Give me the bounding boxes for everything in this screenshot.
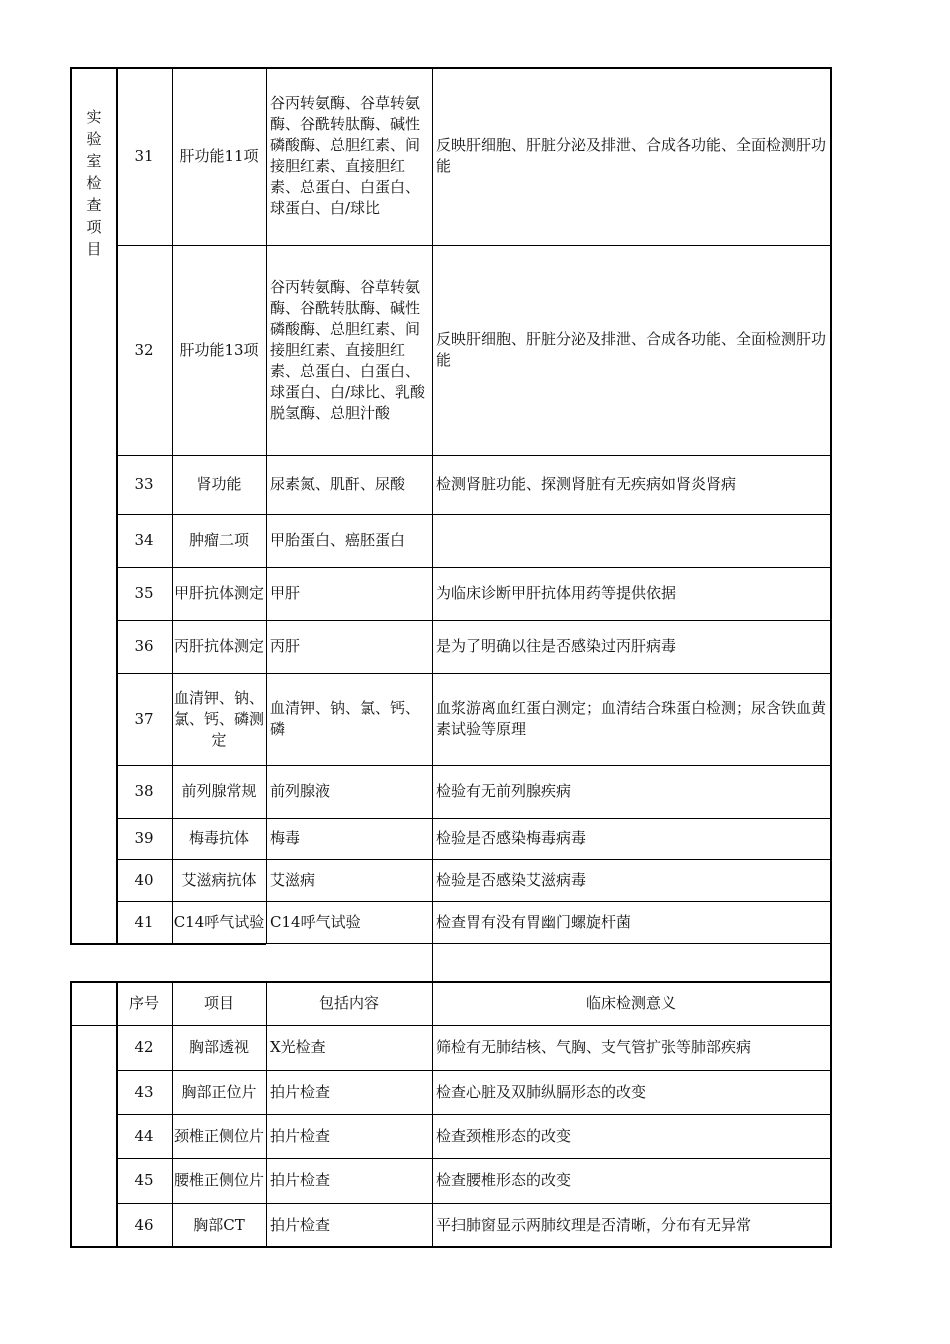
row-content: C14呼气试验 <box>270 912 361 931</box>
row-content: 前列腺液 <box>270 782 331 800</box>
category-char: 检 <box>86 174 102 192</box>
row-meaning: 血浆游离血红蛋白测定；血清结合珠蛋白检测；尿含铁血黄素试验等原理 <box>436 699 827 738</box>
row-meaning: 检查胃有没有胃幽门螺旋杆菌 <box>436 912 632 931</box>
row-number: 34 <box>134 531 154 549</box>
row-item: 颈椎正侧位片 <box>173 1126 264 1145</box>
header-meaning: 临床检测意义 <box>585 993 676 1012</box>
row-item: 前列腺常规 <box>181 782 257 800</box>
row-number: 32 <box>134 340 154 359</box>
row-content: 拍片检查 <box>270 1126 331 1145</box>
category-char: 实 <box>86 108 102 126</box>
row-number: 42 <box>134 1038 154 1056</box>
row-meaning <box>433 515 829 566</box>
row-meaning: 平扫肺窗显示两肺纹理是否清晰，分布有无异常 <box>436 1215 752 1234</box>
row-content: 血清钾、钠、氯、钙、磷 <box>270 699 421 738</box>
row-number: 45 <box>134 1171 154 1189</box>
row-number: 43 <box>134 1082 154 1101</box>
row-content: 艾滋病 <box>270 870 316 889</box>
row-content: 丙肝 <box>270 637 301 655</box>
gap-col-divider <box>432 943 433 981</box>
row-meaning: 筛检有无肺结核、气胸、支气管扩张等肺部疾病 <box>436 1038 752 1056</box>
row-content: 尿素氮、肌酐、尿酸 <box>270 475 406 493</box>
col-divider <box>830 67 832 945</box>
category-char: 室 <box>86 152 102 170</box>
row-item: 甲肝抗体测定 <box>173 584 264 602</box>
row-content: 梅毒 <box>270 829 301 847</box>
row-meaning: 为临床诊断甲肝抗体用药等提供依据 <box>436 584 677 602</box>
header-content: 包括内容 <box>318 993 379 1012</box>
category-char: 查 <box>86 196 102 214</box>
gap-right-border <box>830 943 832 981</box>
row-item: 胸部透视 <box>188 1038 249 1056</box>
row-content: 甲肝 <box>270 584 301 602</box>
row-item: 腰椎正侧位片 <box>173 1171 264 1189</box>
row-meaning: 检验是否感染艾滋病毒 <box>436 870 587 889</box>
row-content: 拍片检查 <box>270 1082 331 1101</box>
row-number: 31 <box>134 146 154 165</box>
row-number: 37 <box>134 709 154 728</box>
row-number: 46 <box>134 1215 154 1234</box>
row-meaning: 检查颈椎形态的改变 <box>436 1126 572 1145</box>
row-meaning: 检查腰椎形态的改变 <box>436 1171 572 1189</box>
row-item: 肝功能13项 <box>179 340 259 359</box>
row-item: 血清钾、钠、氯、钙、磷测定 <box>173 688 264 749</box>
row-item: 梅毒抗体 <box>188 829 249 847</box>
row-item: 胸部CT <box>193 1215 245 1234</box>
category-char: 项 <box>86 218 102 236</box>
row-number: 33 <box>134 475 154 493</box>
row-number: 40 <box>134 870 154 889</box>
category-label-lab-items <box>72 106 116 260</box>
row-item: C14呼气试验 <box>173 912 265 931</box>
row-meaning: 检查心脏及双肺纵膈形态的改变 <box>436 1082 647 1101</box>
col-divider <box>830 981 832 1248</box>
row-number: 38 <box>134 782 154 800</box>
row-content: 甲胎蛋白、癌胚蛋白 <box>270 531 406 549</box>
row-meaning: 检验是否感染梅毒病毒 <box>436 829 587 847</box>
section1-bottom-border <box>70 943 266 945</box>
row-number: 41 <box>134 912 154 931</box>
row-meaning: 检验有无前列腺疾病 <box>436 782 572 800</box>
row-number: 44 <box>134 1126 154 1145</box>
row-number: 36 <box>134 637 154 655</box>
row-item: 肿瘤二项 <box>188 531 249 549</box>
row-meaning: 检测肾脏功能、探测肾脏有无疾病如肾炎肾病 <box>436 475 737 493</box>
row-item: 肾功能 <box>196 475 242 493</box>
row-meaning: 反映肝细胞、肝脏分泌及排泄、合成各功能、全面检测肝功能 <box>436 330 827 369</box>
col-divider <box>70 981 72 1248</box>
row-item: 艾滋病抗体 <box>181 870 257 889</box>
category-char: 目 <box>86 240 102 258</box>
row-content: 谷丙转氨酶、谷草转氨酶、谷酰转肽酶、碱性磷酸酶、总胆红素、间接胆红素、直接胆红素、总蛋白、白蛋白、球蛋白、白/球比、乳酸脱氢酶、总胆汁酸 <box>270 277 426 422</box>
row-content: X光检查 <box>270 1038 326 1056</box>
row-number: 39 <box>134 829 154 847</box>
row-meaning: 是为了明确以往是否感染过丙肝病毒 <box>436 637 677 655</box>
header-number: 序号 <box>128 993 159 1012</box>
row-item: 肝功能11项 <box>179 146 259 165</box>
row-content: 拍片检查 <box>270 1215 331 1234</box>
row-content: 谷丙转氨酶、谷草转氨酶、谷酰转肽酶、碱性磷酸酶、总胆红素、间接胆红素、直接胆红素、总蛋白、白蛋白、球蛋白、白/球比 <box>270 94 421 217</box>
row-item: 胸部正位片 <box>181 1082 257 1101</box>
row-number: 35 <box>134 584 154 602</box>
header-item: 项目 <box>203 993 234 1012</box>
row-meaning: 反映肝细胞、肝脏分泌及排泄、合成各功能、全面检测肝功能 <box>436 136 827 175</box>
row-item: 丙肝抗体测定 <box>173 637 264 655</box>
row-content: 拍片检查 <box>270 1171 331 1189</box>
table-bottom-border <box>70 1246 832 1248</box>
category-char: 验 <box>86 130 102 148</box>
